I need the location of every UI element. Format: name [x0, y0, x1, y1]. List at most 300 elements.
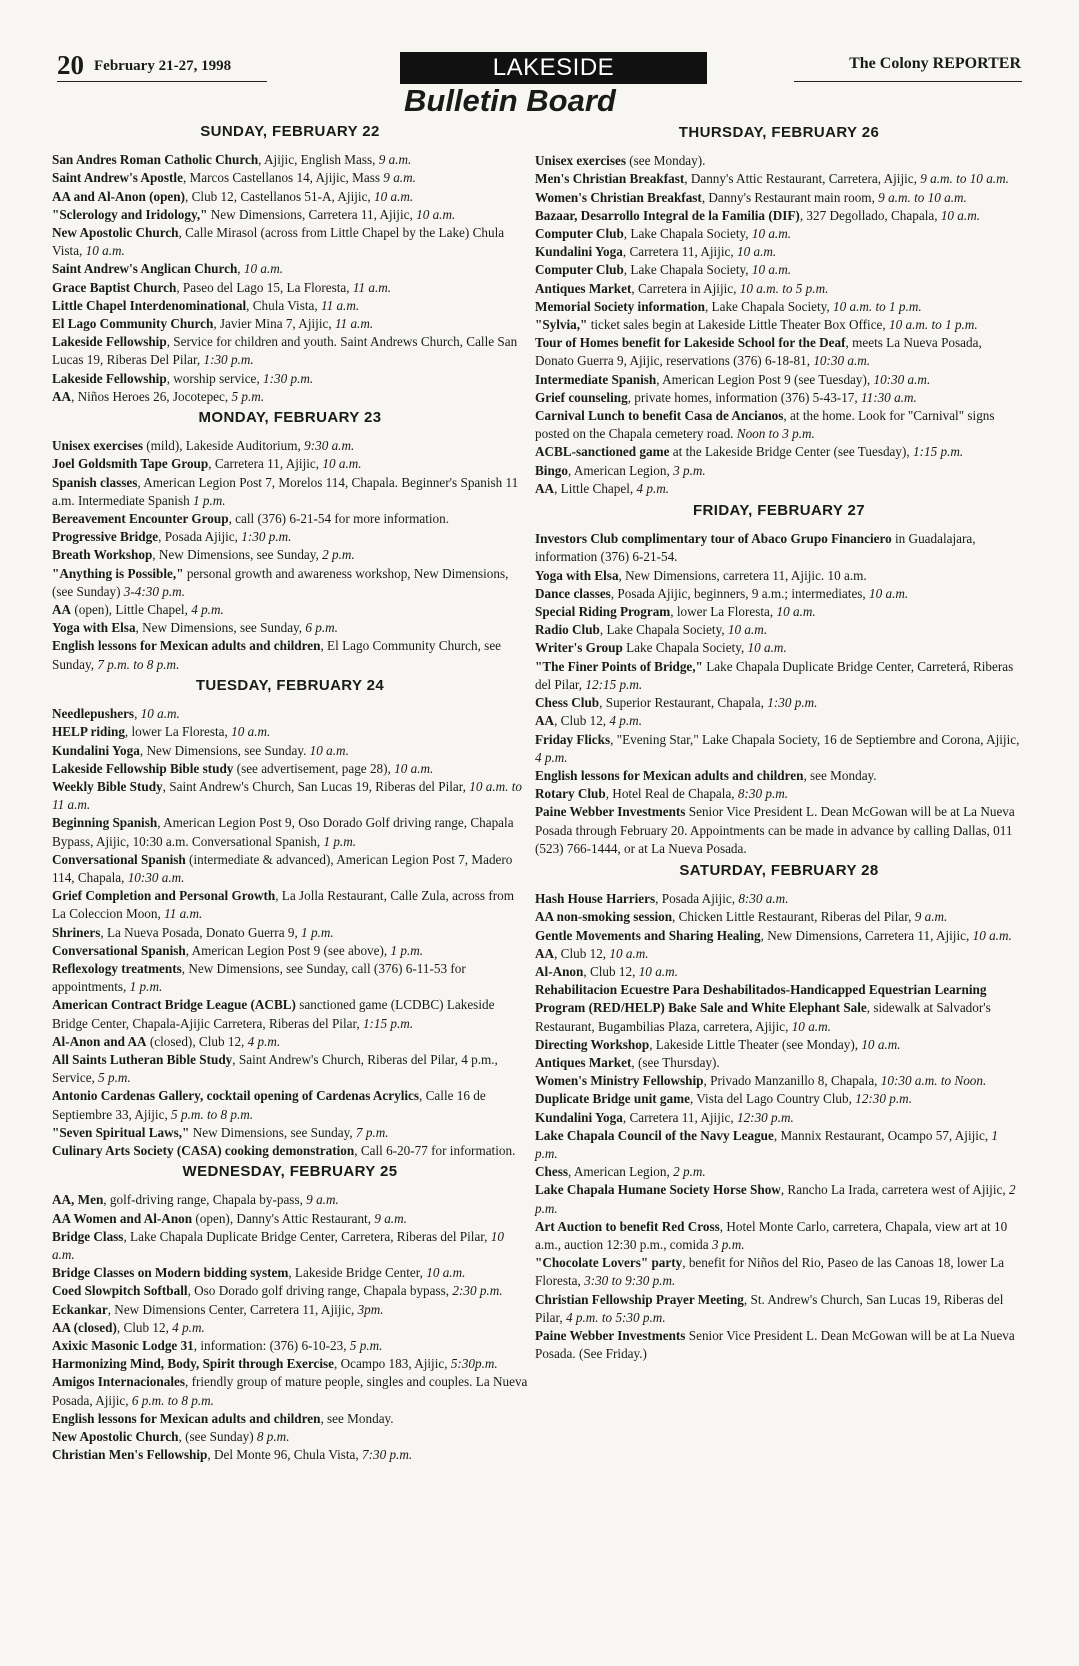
event-name: Computer Club	[535, 226, 624, 242]
day-heading: FRIDAY, FEBRUARY 27	[692, 502, 866, 520]
event-details: , Lake Chapala Society,	[599, 622, 728, 638]
event-listing	[52, 151, 528, 169]
event-name: Directing Workshop	[535, 1036, 650, 1052]
event-listing	[52, 601, 528, 619]
event-time: 10 a.m.	[869, 585, 909, 601]
event-listing	[52, 1428, 528, 1446]
event-time: 9 a.m.	[914, 909, 948, 925]
event-details: , Lake Chapala Society,	[704, 298, 833, 314]
event-time: 10 a.m.	[140, 706, 180, 722]
event-name: Breath Workshop	[52, 547, 153, 563]
event-listing	[535, 1163, 1023, 1181]
event-listing	[535, 1054, 1023, 1072]
event-listing	[52, 279, 528, 297]
event-details: , American Legion Post 9 (see Tuesday),	[656, 371, 874, 387]
event-name: "Chocolate Lovers" party	[535, 1255, 683, 1271]
event-listing	[535, 480, 1023, 498]
header-rule-left	[57, 81, 267, 82]
event-time: 10 a.m.	[861, 1036, 901, 1052]
event-name: Reflexology treatments	[52, 960, 182, 976]
event-listing	[535, 1127, 1023, 1163]
event-time: 10 a.m.	[940, 207, 981, 223]
event-details: , Club 12,	[554, 713, 610, 729]
event-details: sanctioned game (LCDBC) Lakeside Bridge Center, Chapala-Ajijic Carretera, Riberas del Pilar,	[52, 997, 495, 1031]
event-name: Lakeside Fellowship	[52, 334, 167, 350]
event-name: Radio Club	[535, 622, 600, 638]
event-name: Bereavement Encounter Group	[52, 511, 229, 527]
event-name: Al-Anon and AA	[52, 1033, 147, 1049]
event-listing	[52, 705, 528, 723]
event-time: 8 p.m.	[256, 1429, 290, 1445]
event-time: 10 a.m.	[609, 945, 649, 961]
event-listing	[535, 963, 1023, 981]
event-time: 3 p.m.	[673, 462, 706, 478]
event-details: at the Lakeside Bridge Center (see Tuesday),	[669, 444, 913, 460]
day-heading: SUNDAY, FEBRUARY 22	[200, 123, 380, 140]
event-details: , Lake Chapala Duplicate Bridge Center, Carretera, Riberas del Pilar,	[123, 1228, 491, 1244]
event-name: Shriners	[52, 924, 101, 940]
event-time: 9 a.m.	[374, 1210, 407, 1226]
right-column	[535, 120, 1023, 1363]
event-name: Gentle Movements and Sharing Healing	[535, 927, 761, 943]
event-time: 10 a.m.	[751, 226, 792, 242]
event-listing	[535, 189, 1023, 207]
event-name: Lake Chapala Council of the Navy League	[535, 1127, 774, 1143]
event-time: 7:30 p.m.	[361, 1447, 413, 1463]
event-time: 7 p.m.	[355, 1124, 389, 1140]
event-details: , Danny's Restaurant main room,	[701, 189, 879, 205]
event-listing	[52, 188, 528, 206]
event-details: in Guadalajara, information (376) 6-21-54.	[535, 531, 976, 565]
event-details: , Oso Dorado golf driving range, Chapala bypass,	[187, 1283, 453, 1299]
event-time: 10:30 a.m. to Noon.	[880, 1073, 987, 1089]
event-details: , El Lago Community Church, see Sunday,	[52, 638, 502, 672]
event-name: American Contract Bridge League (ACBL)	[52, 997, 296, 1013]
event-time: Noon to 3 p.m.	[736, 426, 815, 442]
event-time: 9:30 a.m.	[304, 438, 355, 454]
event-name: Carnival Lunch to benefit Casa de Ancianos	[535, 408, 784, 424]
event-name: Kundalini Yoga	[535, 244, 623, 260]
event-time: 10 a.m. to 1 p.m.	[832, 298, 922, 314]
event-listing	[535, 1291, 1023, 1327]
event-name: New Apostolic Church	[52, 1429, 179, 1445]
event-listing	[535, 530, 1023, 566]
event-time: 10 a.m.	[426, 1265, 466, 1281]
event-time: 12:30 p.m.	[736, 1109, 794, 1125]
event-name: Women's Ministry Fellowship	[535, 1073, 704, 1089]
event-name: Lake Chapala Humane Society Horse Show	[535, 1182, 781, 1198]
event-time: 10 a.m. to 5 p.m.	[739, 280, 829, 296]
day-heading: MONDAY, FEBRUARY 23	[198, 409, 382, 427]
event-details: , (see Sunday)	[178, 1429, 257, 1445]
event-listing	[535, 712, 1023, 730]
event-time: 1:30 p.m.	[203, 352, 254, 368]
event-details: , Posada Ajijic,	[158, 529, 242, 545]
event-name: Conversational Spanish	[52, 942, 186, 958]
event-time: 1:15 p.m.	[362, 1015, 414, 1031]
event-name: AA, Men	[52, 1192, 104, 1208]
event-listing	[535, 1072, 1023, 1090]
event-listing	[52, 996, 528, 1032]
event-name: Bridge Class	[52, 1228, 124, 1244]
event-listing	[52, 474, 528, 510]
event-name: San Andres Roman Catholic Church	[52, 152, 259, 168]
event-name: Chess	[535, 1164, 568, 1180]
event-name: New Apostolic Church	[52, 225, 179, 241]
event-listing	[52, 1319, 528, 1337]
event-details: , Chicken Little Restaurant, Riberas del Pilar,	[672, 909, 915, 925]
event-listing	[535, 694, 1023, 712]
event-listing	[52, 778, 528, 814]
event-details: , Club 12,	[583, 963, 639, 979]
day-heading: SATURDAY, FEBRUARY 28	[679, 861, 879, 879]
event-details: , meets La Nueva Posada, Donato Guerra 9, Ajijic, reservations (376) 6-18-81,	[535, 335, 982, 369]
event-time: 10 a.m.	[85, 243, 125, 259]
event-listing	[52, 924, 528, 942]
event-listing	[52, 224, 528, 260]
event-details: , at the home. Look for "Carnival" signs posted on the Chapala cemetery road.	[535, 408, 995, 442]
event-time: 2 p.m.	[535, 1182, 1016, 1216]
event-time: 5 p.m. to 8 p.m.	[171, 1106, 254, 1122]
event-listing	[535, 1109, 1023, 1127]
event-listing	[52, 297, 528, 315]
event-name: Men's Christian Breakfast	[535, 171, 685, 187]
event-time: 10 a.m.	[747, 640, 787, 656]
event-listing	[535, 316, 1023, 334]
event-listing	[535, 890, 1023, 908]
event-time: 3:30 to 9:30 p.m.	[584, 1273, 676, 1289]
event-details: , New Dimensions Center, Carretera 11, Ajijic,	[107, 1301, 358, 1317]
event-details: , Niños Heroes 26, Jocotepec,	[71, 388, 232, 404]
event-time: 1:30 p.m.	[263, 370, 314, 386]
day-section-sat	[535, 862, 1023, 1363]
left-column	[52, 120, 528, 1464]
event-name: English lessons for Mexican adults and children	[52, 1410, 321, 1426]
event-name: Bingo	[535, 462, 568, 478]
event-listing	[52, 637, 528, 673]
event-time: 8:30 p.m.	[737, 786, 789, 802]
event-name: AA	[535, 713, 555, 729]
day-heading: THURSDAY, FEBRUARY 26	[678, 124, 880, 141]
event-name: Eckankar	[52, 1301, 108, 1317]
event-listing	[52, 169, 528, 187]
event-name: Kundalini Yoga	[52, 742, 140, 758]
event-details: , New Dimensions, see Sunday.	[139, 742, 310, 758]
event-details: , Posada Ajijic,	[655, 891, 739, 907]
event-name: Lakeside Fellowship Bible study	[52, 760, 234, 776]
event-details: , Privado Manzanillo 8, Chapala,	[703, 1073, 881, 1089]
event-time: 4 p.m.	[535, 749, 568, 765]
event-name: Rotary Club	[535, 786, 606, 802]
event-details: , Club 12,	[116, 1319, 173, 1335]
event-listing	[535, 785, 1023, 803]
event-time: 1 p.m.	[323, 833, 357, 849]
event-details: , Lake Chapala Society,	[623, 226, 752, 242]
event-details: , Carretera 11, Ajijic,	[208, 456, 323, 472]
event-listing	[52, 723, 528, 741]
event-listing	[52, 315, 528, 333]
event-details: Lake Chapala Duplicate Bridge Center, Carreterá, Riberas del Pilar,	[535, 658, 1014, 692]
event-details: , New Dimensions, see Sunday,	[152, 547, 323, 563]
event-listing	[52, 742, 528, 760]
event-details: , Lake Chapala Society,	[623, 262, 752, 278]
event-name: Grief Completion and Personal Growth	[52, 888, 276, 904]
day-section-fri	[535, 502, 1023, 858]
event-listing	[535, 945, 1023, 963]
event-name: Harmonizing Mind, Body, Spirit through Exercise	[52, 1356, 334, 1372]
event-time: 10 a.m.	[638, 963, 678, 979]
event-listing	[52, 333, 528, 369]
event-time: 1:30 p.m.	[767, 695, 818, 711]
event-name: "The Finer Points of Bridge,"	[535, 658, 703, 674]
event-listing	[52, 528, 528, 546]
event-details: , American Legion,	[567, 462, 674, 478]
event-name: Saint Andrew's Apostle	[52, 170, 183, 186]
event-name: AA non-smoking session	[535, 909, 673, 925]
event-name: ACBL-sanctioned game	[535, 444, 670, 460]
event-name: AA	[52, 388, 72, 404]
event-time: 9 a.m.	[383, 170, 416, 186]
event-details: (see advertisement, page 28),	[233, 760, 395, 776]
event-details: (open), Little Chapel,	[71, 602, 192, 618]
event-time: 8:30 a.m.	[738, 891, 789, 907]
event-time: 1 p.m.	[390, 942, 424, 958]
event-listing	[52, 1282, 528, 1300]
event-details: , Calle Mirasol (across from Little Chapel by the Lake) Chula Vista,	[52, 225, 505, 259]
event-name: Needlepushers	[52, 706, 135, 722]
event-listing	[535, 1254, 1023, 1290]
event-details: , Carretera 11, Ajijic,	[622, 244, 737, 260]
event-listing	[535, 261, 1023, 279]
event-details: , American Legion Post 9 (see above),	[185, 942, 391, 958]
event-name: Amigos Internacionales	[52, 1374, 185, 1390]
event-listing	[52, 1210, 528, 1228]
event-details: Senior Vice President L. Dean McGowan will be at La Nueva Posada through February 20. Appointments can be made in advance by calling Dallas, 011 (523) 766-1444, or at La Nueva Posada.	[535, 804, 1015, 856]
event-listing	[52, 1301, 528, 1319]
page-title: Bulletin Board	[404, 83, 616, 118]
event-listing	[535, 298, 1023, 316]
event-details: , benefit for Niños del Rio, Paseo de las Canoas 18, lower La Floresta,	[535, 1255, 1005, 1289]
event-name: Antiques Market	[535, 1054, 632, 1070]
event-listing	[535, 908, 1023, 926]
event-details: New Dimensions, Carretera 11, Ajijic,	[207, 206, 417, 222]
event-time: 9 a.m.	[378, 152, 412, 168]
event-name: Yoga with Elsa	[535, 567, 619, 583]
event-details: , New Dimensions, carretera 11, Ajijic. 10 a.m.	[618, 567, 867, 583]
event-time: 2:30 p.m.	[452, 1283, 503, 1299]
event-details: , Saint Andrew's Church, Riberas del Pilar, 4 p.m., Service,	[52, 1051, 498, 1086]
event-name: "Sylvia,"	[535, 317, 588, 333]
event-listing	[52, 1355, 528, 1373]
event-time: 2 p.m.	[673, 1164, 706, 1180]
event-listing	[52, 388, 528, 406]
event-listing	[52, 960, 528, 996]
event-details: , Carretera in Ajijic,	[631, 280, 740, 296]
event-name: AA	[535, 945, 555, 961]
event-name: Little Chapel Interdenominational	[52, 297, 247, 313]
event-listing	[52, 1142, 528, 1160]
day-heading: TUESDAY, FEBRUARY 24	[195, 676, 385, 694]
event-details: , Lakeside Little Theater (see Monday),	[649, 1036, 862, 1052]
event-name: Coed Slowpitch Softball	[52, 1283, 188, 1299]
event-time: 4 p.m.	[636, 480, 670, 496]
event-time: 10 a.m.	[243, 261, 284, 277]
event-listing	[535, 443, 1023, 461]
event-name: Grace Baptist Church	[52, 279, 177, 295]
day-section-wed	[52, 1163, 528, 1464]
event-time: 10:30 a.m.	[873, 371, 931, 387]
event-time: 10 a.m.	[52, 1228, 504, 1262]
event-time: 5 p.m.	[98, 1070, 131, 1086]
event-details: New Dimensions, see Sunday,	[189, 1124, 356, 1140]
event-listing	[52, 510, 528, 528]
event-listing	[52, 370, 528, 388]
event-time: 10:30 a.m.	[127, 869, 185, 885]
event-details: , Javier Mina 7, Ajijic,	[213, 316, 335, 332]
section-banner: LAKESIDE	[400, 52, 707, 84]
event-time: 1:30 p.m.	[241, 529, 292, 545]
event-name: Grief counseling	[535, 389, 628, 405]
event-name: Bridge Classes on Modern bidding system	[52, 1265, 289, 1281]
event-listing	[52, 206, 528, 224]
event-name: Paine Webber Investments	[535, 804, 686, 820]
event-listing	[535, 1327, 1023, 1363]
day-section-sun	[52, 123, 528, 406]
event-name: Christian Men's Fellowship	[52, 1447, 208, 1463]
event-listing	[535, 767, 1023, 785]
event-time: 7 p.m. to 8 p.m.	[97, 656, 180, 672]
event-listing	[52, 814, 528, 850]
event-time: 3 p.m.	[711, 1236, 745, 1252]
event-time: 9 a.m.	[306, 1192, 339, 1208]
event-listing	[52, 1051, 528, 1087]
event-name: Kundalini Yoga	[535, 1109, 623, 1125]
event-name: Bazaar, Desarrollo Integral de la Familia (DIF)	[535, 207, 800, 223]
day-heading: WEDNESDAY, FEBRUARY 25	[182, 1163, 398, 1181]
event-listing	[535, 334, 1023, 370]
event-name: Paine Webber Investments	[535, 1328, 686, 1343]
event-time: 4 p.m.	[191, 602, 224, 618]
event-name: Unisex exercises	[535, 153, 626, 169]
event-name: "Sclerology and Iridology,"	[52, 206, 208, 222]
event-details: (open), Danny's Attic Restaurant,	[192, 1210, 375, 1226]
day-section-mon	[52, 409, 528, 674]
event-time: 10 a.m.	[394, 760, 434, 776]
event-time: 1 p.m.	[193, 492, 226, 508]
event-details: , St. Andrew's Church, San Lucas 19, Riberas del Pilar,	[535, 1291, 1004, 1325]
event-name: Hash House Harriers	[535, 891, 656, 907]
event-listing	[535, 731, 1023, 767]
event-listing	[535, 152, 1023, 170]
event-time: 10 a.m.	[776, 604, 816, 620]
event-time: 10 a.m. to 1 p.m.	[889, 317, 978, 333]
event-listing	[52, 455, 528, 473]
event-name: AA (closed)	[52, 1319, 117, 1335]
event-time: 5 p.m.	[349, 1338, 383, 1353]
event-listing	[535, 621, 1023, 639]
event-time: 10 a.m.	[231, 724, 271, 740]
event-listing	[52, 1087, 528, 1123]
event-name: Tour of Homes benefit for Lakeside School for the Deaf	[535, 335, 846, 351]
event-listing	[535, 207, 1023, 225]
event-time: 10 a.m.	[416, 206, 456, 222]
event-time: 4 p.m.	[609, 713, 642, 729]
event-details: , Call 6-20-77 for information.	[354, 1142, 516, 1158]
event-listing	[52, 851, 528, 887]
event-time: 10 a.m.	[791, 1018, 831, 1034]
event-name: "Anything is Possible,"	[52, 565, 184, 581]
event-listing	[52, 1033, 528, 1051]
event-details: , New Dimensions, Carretera 11, Ajijic,	[760, 927, 973, 943]
event-time: 11 a.m.	[320, 297, 360, 313]
event-details: , Service for children and youth. Saint Andrews Church, Calle San Lucas 19, Riberas Del Pilar,	[52, 334, 518, 368]
event-listing	[535, 658, 1023, 694]
event-time: 9 a.m. to 10 a.m.	[920, 171, 1009, 187]
event-time: 12:15 p.m.	[585, 676, 643, 692]
event-time: 6 p.m. to 8 p.m.	[131, 1392, 214, 1408]
event-listing	[52, 437, 528, 455]
event-listing	[52, 1373, 528, 1409]
event-details: Senior Vice President L. Dean McGowan will be at La Nueva Posada. (See Friday.)	[535, 1328, 1015, 1362]
event-listing	[535, 462, 1023, 480]
header-rule-right	[794, 81, 1022, 82]
event-details: , sidewalk at Salvador's Restaurant, Bugambilias Plaza, carretera, Ajijic,	[535, 1000, 991, 1034]
event-time: 10 a.m.	[374, 188, 414, 204]
event-name: English lessons for Mexican adults and children	[535, 767, 804, 783]
event-details: , Hotel Real de Chapala,	[605, 786, 738, 802]
event-name: Chess Club	[535, 695, 600, 711]
event-time: 1 p.m.	[129, 979, 163, 995]
event-time: 9 a.m. to 10 a.m.	[878, 189, 967, 205]
event-details: , Calle 16 de Septiembre 33, Ajijic,	[52, 1088, 486, 1122]
event-name: HELP riding	[52, 724, 125, 740]
event-listing	[52, 546, 528, 564]
event-listing	[52, 619, 528, 637]
event-name: Rehabilitacion Ecuestre Para Deshabilitados-Handicapped Equestrian Learning Program (RED/HELP) Bake Sale and White Elephant Sale	[535, 982, 987, 1016]
event-name: Lakeside Fellowship	[52, 370, 167, 386]
event-name: Memorial Society information	[535, 298, 705, 314]
event-time: 6 p.m.	[305, 620, 338, 636]
event-name: El Lago Community Church	[52, 316, 214, 332]
event-name: Art Auction to benefit Red Cross	[535, 1218, 720, 1234]
event-listing	[535, 407, 1023, 443]
event-details: , Paseo del Lago 15, La Floresta,	[176, 279, 353, 295]
issue-date: February 21-27, 1998	[94, 58, 232, 74]
event-name: Axixic Masonic Lodge 31	[52, 1338, 194, 1353]
event-details: (closed), Club 12,	[146, 1033, 248, 1049]
event-details: , Rancho La Irada, carretera west of Ajijic,	[780, 1182, 1009, 1198]
event-details: , New Dimensions, see Sunday, call (376) 6-11-53 for appointments,	[52, 960, 466, 995]
event-name: Conversational Spanish	[52, 851, 186, 867]
event-name: AA and Al-Anon (open)	[52, 188, 186, 204]
event-listing	[52, 1124, 528, 1142]
event-details: , Saint Andrew's Church, San Lucas 19, Riberas del Pilar,	[162, 778, 470, 794]
event-details: , Marcos Castellanos 14, Ajijic, Mass	[182, 170, 384, 186]
event-name: Unisex exercises	[52, 438, 143, 454]
event-name: Duplicate Bridge unit game	[535, 1091, 690, 1107]
event-time: 4 p.m.	[247, 1033, 281, 1049]
event-name: Computer Club	[535, 262, 624, 278]
event-details: , Vista del Lago Country Club,	[689, 1091, 856, 1107]
event-listing	[52, 1228, 528, 1264]
event-time: 10:30 a.m.	[813, 353, 871, 369]
event-listing	[52, 887, 528, 923]
event-listing	[52, 260, 528, 278]
event-name: Spanish classes	[52, 474, 138, 490]
event-details: , Ocampo 183, Ajijic,	[333, 1356, 451, 1372]
event-time: 10 a.m.	[972, 927, 1012, 943]
event-details: , Danny's Attic Restaurant, Carretera, Ajijic,	[684, 171, 921, 187]
